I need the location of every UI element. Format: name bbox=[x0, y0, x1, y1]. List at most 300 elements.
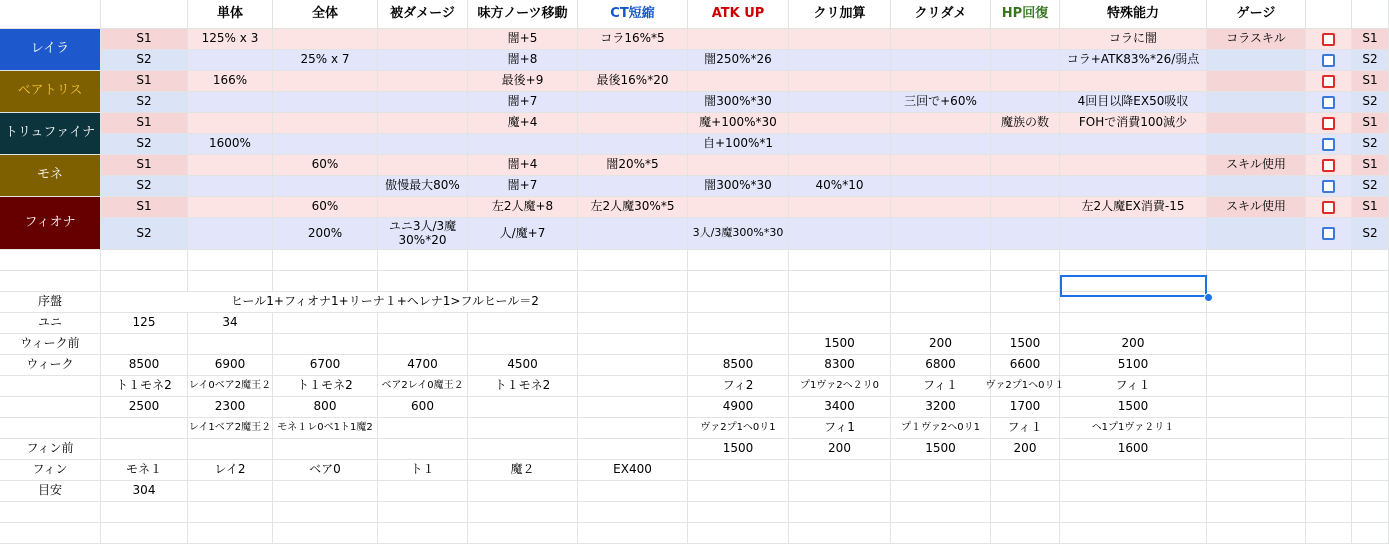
empty-cell[interactable] bbox=[1207, 523, 1306, 544]
checkbox[interactable] bbox=[1322, 227, 1335, 240]
data-cell[interactable] bbox=[789, 218, 891, 250]
data-cell[interactable] bbox=[273, 439, 378, 460]
skill-tag[interactable]: S1 bbox=[1352, 155, 1389, 176]
data-cell[interactable] bbox=[891, 134, 991, 155]
skill-slot-label[interactable]: S1 bbox=[101, 71, 188, 92]
data-cell[interactable] bbox=[468, 439, 578, 460]
data-cell[interactable]: 1700 bbox=[991, 397, 1060, 418]
empty-cell[interactable] bbox=[578, 250, 688, 271]
data-cell[interactable]: 40%*10 bbox=[789, 176, 891, 197]
row-label[interactable]: フィン前 bbox=[0, 439, 101, 460]
data-cell[interactable] bbox=[789, 197, 891, 218]
data-cell[interactable]: コラ+ATK83%*26/弱点 bbox=[1060, 50, 1207, 71]
row-label[interactable]: 目安 bbox=[0, 481, 101, 502]
skill-slot-label[interactable]: S1 bbox=[101, 113, 188, 134]
data-cell[interactable]: フィ1 bbox=[789, 418, 891, 439]
data-cell[interactable]: 人/魔+7 bbox=[468, 218, 578, 250]
data-cell[interactable] bbox=[273, 134, 378, 155]
data-cell[interactable] bbox=[1207, 376, 1306, 397]
empty-cell[interactable] bbox=[578, 271, 688, 292]
data-cell[interactable] bbox=[188, 334, 273, 355]
data-cell[interactable] bbox=[378, 134, 468, 155]
data-cell[interactable]: レイ1ベア2魔王２ bbox=[188, 418, 273, 439]
empty-cell[interactable] bbox=[789, 271, 891, 292]
skill-slot-label[interactable]: S2 bbox=[101, 134, 188, 155]
empty-cell[interactable] bbox=[378, 271, 468, 292]
data-cell[interactable] bbox=[789, 313, 891, 334]
data-cell[interactable] bbox=[688, 155, 789, 176]
empty-cell[interactable] bbox=[1306, 439, 1352, 460]
checkbox[interactable] bbox=[1322, 159, 1335, 172]
empty-cell[interactable] bbox=[1352, 523, 1389, 544]
data-cell[interactable] bbox=[378, 197, 468, 218]
empty-cell[interactable] bbox=[991, 502, 1060, 523]
data-cell[interactable] bbox=[273, 71, 378, 92]
checkbox[interactable] bbox=[1322, 54, 1335, 67]
data-cell[interactable] bbox=[991, 134, 1060, 155]
data-cell[interactable] bbox=[1207, 218, 1306, 250]
data-cell[interactable] bbox=[578, 218, 688, 250]
empty-cell[interactable] bbox=[789, 292, 891, 313]
empty-cell[interactable] bbox=[688, 250, 789, 271]
data-cell[interactable] bbox=[789, 92, 891, 113]
data-cell[interactable] bbox=[578, 439, 688, 460]
data-cell[interactable]: 200 bbox=[991, 439, 1060, 460]
data-cell[interactable] bbox=[468, 134, 578, 155]
checkbox-cell[interactable] bbox=[1306, 71, 1352, 92]
data-cell[interactable]: コラ16%*5 bbox=[578, 29, 688, 50]
data-cell[interactable]: 1500 bbox=[688, 439, 789, 460]
empty-cell[interactable] bbox=[891, 523, 991, 544]
data-cell[interactable]: 自+100%*1 bbox=[688, 134, 789, 155]
data-cell[interactable] bbox=[378, 92, 468, 113]
checkbox-cell[interactable] bbox=[1306, 50, 1352, 71]
data-cell[interactable] bbox=[578, 50, 688, 71]
data-cell[interactable] bbox=[688, 481, 789, 502]
empty-cell[interactable] bbox=[1352, 334, 1389, 355]
empty-cell[interactable] bbox=[0, 523, 101, 544]
empty-cell[interactable] bbox=[1306, 481, 1352, 502]
data-cell[interactable] bbox=[378, 418, 468, 439]
data-cell[interactable]: 200 bbox=[789, 439, 891, 460]
data-cell[interactable]: 304 bbox=[101, 481, 188, 502]
data-cell[interactable] bbox=[273, 313, 378, 334]
data-cell[interactable] bbox=[789, 29, 891, 50]
data-cell[interactable] bbox=[891, 29, 991, 50]
empty-cell[interactable] bbox=[1306, 271, 1352, 292]
data-cell[interactable] bbox=[991, 155, 1060, 176]
data-cell[interactable]: 200 bbox=[891, 334, 991, 355]
empty-cell[interactable] bbox=[468, 502, 578, 523]
checkbox-cell[interactable] bbox=[1306, 155, 1352, 176]
empty-cell[interactable] bbox=[1352, 502, 1389, 523]
empty-cell[interactable] bbox=[578, 502, 688, 523]
data-cell[interactable] bbox=[891, 176, 991, 197]
data-cell[interactable] bbox=[188, 481, 273, 502]
data-cell[interactable]: 8500 bbox=[688, 355, 789, 376]
data-cell[interactable]: ユニ3人/3魔30%*20 bbox=[378, 218, 468, 250]
character-name[interactable]: フィオナ bbox=[0, 197, 101, 250]
data-cell[interactable]: 闇20%*5 bbox=[578, 155, 688, 176]
data-cell[interactable] bbox=[891, 481, 991, 502]
data-cell[interactable]: 2300 bbox=[188, 397, 273, 418]
skill-slot-label[interactable]: S1 bbox=[101, 197, 188, 218]
data-cell[interactable]: 6600 bbox=[991, 355, 1060, 376]
data-cell[interactable] bbox=[188, 176, 273, 197]
data-cell[interactable]: 闇250%*26 bbox=[688, 50, 789, 71]
data-cell[interactable] bbox=[891, 71, 991, 92]
data-cell[interactable] bbox=[1060, 176, 1207, 197]
column-header[interactable]: 特殊能力 bbox=[1060, 0, 1207, 29]
data-cell[interactable]: 魔+100%*30 bbox=[688, 113, 789, 134]
data-cell[interactable] bbox=[891, 50, 991, 71]
data-cell[interactable]: 25% x 7 bbox=[273, 50, 378, 71]
column-header[interactable]: 全体 bbox=[273, 0, 378, 29]
data-cell[interactable] bbox=[578, 418, 688, 439]
data-cell[interactable] bbox=[688, 460, 789, 481]
column-header[interactable]: HP回復 bbox=[991, 0, 1060, 29]
empty-cell[interactable] bbox=[1306, 397, 1352, 418]
data-cell[interactable] bbox=[578, 92, 688, 113]
empty-cell[interactable] bbox=[1060, 292, 1207, 313]
empty-cell[interactable] bbox=[1352, 418, 1389, 439]
data-cell[interactable]: レイ0ベア2魔王２ bbox=[188, 376, 273, 397]
empty-cell[interactable] bbox=[1352, 355, 1389, 376]
checkbox[interactable] bbox=[1322, 180, 1335, 193]
empty-cell[interactable] bbox=[891, 292, 991, 313]
character-name[interactable]: トリュファイナ bbox=[0, 113, 101, 155]
empty-cell[interactable] bbox=[1207, 250, 1306, 271]
data-cell[interactable]: 1600 bbox=[1060, 439, 1207, 460]
data-cell[interactable]: プ1ヴァ2ヘ２リ0 bbox=[789, 376, 891, 397]
empty-cell[interactable] bbox=[891, 271, 991, 292]
data-cell[interactable] bbox=[991, 313, 1060, 334]
data-cell[interactable] bbox=[188, 92, 273, 113]
empty-cell[interactable] bbox=[891, 250, 991, 271]
empty-cell[interactable] bbox=[789, 502, 891, 523]
empty-cell[interactable] bbox=[378, 523, 468, 544]
data-cell[interactable] bbox=[1207, 176, 1306, 197]
empty-cell[interactable] bbox=[578, 292, 688, 313]
column-header[interactable]: ゲージ bbox=[1207, 0, 1306, 29]
data-cell[interactable] bbox=[578, 176, 688, 197]
data-cell[interactable]: フィ１ bbox=[891, 376, 991, 397]
data-cell[interactable] bbox=[188, 113, 273, 134]
data-cell[interactable] bbox=[789, 134, 891, 155]
checkbox-cell[interactable] bbox=[1306, 92, 1352, 113]
empty-cell[interactable] bbox=[688, 292, 789, 313]
row-label[interactable]: ユニ bbox=[0, 313, 101, 334]
character-name[interactable]: モネ bbox=[0, 155, 101, 197]
column-header[interactable]: 単体 bbox=[188, 0, 273, 29]
data-cell[interactable]: 1500 bbox=[991, 334, 1060, 355]
empty-cell[interactable] bbox=[688, 271, 789, 292]
data-cell[interactable] bbox=[1060, 71, 1207, 92]
checkbox[interactable] bbox=[1322, 138, 1335, 151]
skill-slot-label[interactable]: S2 bbox=[101, 218, 188, 250]
empty-cell[interactable] bbox=[101, 523, 188, 544]
skill-slot-label[interactable]: S2 bbox=[101, 50, 188, 71]
empty-cell[interactable] bbox=[1060, 250, 1207, 271]
empty-cell[interactable] bbox=[101, 271, 188, 292]
data-cell[interactable] bbox=[273, 92, 378, 113]
data-cell[interactable]: 3400 bbox=[789, 397, 891, 418]
data-cell[interactable] bbox=[688, 29, 789, 50]
data-cell[interactable]: スキル使用 bbox=[1207, 197, 1306, 218]
data-cell[interactable] bbox=[991, 176, 1060, 197]
data-cell[interactable]: 8500 bbox=[101, 355, 188, 376]
data-cell[interactable] bbox=[101, 439, 188, 460]
data-cell[interactable] bbox=[1207, 334, 1306, 355]
empty-cell[interactable] bbox=[378, 250, 468, 271]
data-cell[interactable] bbox=[101, 418, 188, 439]
data-cell[interactable]: コラスキル bbox=[1207, 29, 1306, 50]
data-cell[interactable]: ト１モネ2 bbox=[101, 376, 188, 397]
data-cell[interactable]: モネ１ bbox=[101, 460, 188, 481]
data-cell[interactable]: 左2人魔EX消費-15 bbox=[1060, 197, 1207, 218]
data-cell[interactable] bbox=[468, 397, 578, 418]
data-cell[interactable]: ヘ1プ1ヴァ２リ１ bbox=[1060, 418, 1207, 439]
data-cell[interactable]: 魔+4 bbox=[468, 113, 578, 134]
data-cell[interactable] bbox=[789, 460, 891, 481]
empty-cell[interactable] bbox=[1306, 460, 1352, 481]
skill-slot-label[interactable]: S1 bbox=[101, 155, 188, 176]
empty-cell[interactable] bbox=[991, 250, 1060, 271]
empty-cell[interactable] bbox=[789, 523, 891, 544]
column-header[interactable]: CT短縮 bbox=[578, 0, 688, 29]
data-cell[interactable] bbox=[789, 113, 891, 134]
data-cell[interactable]: ヴァ2プ1ヘ0リ1 bbox=[688, 418, 789, 439]
data-cell[interactable]: ト１ bbox=[378, 460, 468, 481]
data-cell[interactable]: ト１モネ2 bbox=[468, 376, 578, 397]
empty-cell[interactable] bbox=[1306, 313, 1352, 334]
formula-cell[interactable]: ヒール1+フィオナ1+リーナ１+ヘレナ1>フルヒール＝2 bbox=[101, 292, 578, 313]
data-cell[interactable] bbox=[1207, 71, 1306, 92]
empty-cell[interactable] bbox=[273, 502, 378, 523]
data-cell[interactable]: 3人/3魔300%*30 bbox=[688, 218, 789, 250]
empty-cell[interactable] bbox=[1352, 460, 1389, 481]
data-cell[interactable] bbox=[578, 134, 688, 155]
data-cell[interactable]: フィ１ bbox=[991, 418, 1060, 439]
skill-tag[interactable]: S1 bbox=[1352, 113, 1389, 134]
empty-cell[interactable] bbox=[1207, 292, 1306, 313]
data-cell[interactable] bbox=[378, 439, 468, 460]
data-cell[interactable] bbox=[578, 355, 688, 376]
row-label[interactable] bbox=[0, 418, 101, 439]
data-cell[interactable] bbox=[578, 481, 688, 502]
data-cell[interactable] bbox=[1207, 313, 1306, 334]
empty-cell[interactable] bbox=[273, 271, 378, 292]
data-cell[interactable] bbox=[378, 155, 468, 176]
empty-cell[interactable] bbox=[578, 523, 688, 544]
skill-tag[interactable]: S2 bbox=[1352, 134, 1389, 155]
data-cell[interactable]: 4900 bbox=[688, 397, 789, 418]
empty-cell[interactable] bbox=[1306, 355, 1352, 376]
data-cell[interactable]: 闇300%*30 bbox=[688, 176, 789, 197]
empty-cell[interactable] bbox=[688, 502, 789, 523]
empty-cell[interactable] bbox=[1207, 502, 1306, 523]
data-cell[interactable]: ベア0 bbox=[273, 460, 378, 481]
data-cell[interactable]: ヴァ2プ1ヘ0リ１ bbox=[991, 376, 1060, 397]
data-cell[interactable] bbox=[1060, 481, 1207, 502]
checkbox[interactable] bbox=[1322, 75, 1335, 88]
empty-cell[interactable] bbox=[1352, 292, 1389, 313]
data-cell[interactable] bbox=[1060, 313, 1207, 334]
empty-cell[interactable] bbox=[188, 271, 273, 292]
checkbox-cell[interactable] bbox=[1306, 176, 1352, 197]
data-cell[interactable]: 傲慢最大80% bbox=[378, 176, 468, 197]
data-cell[interactable] bbox=[468, 334, 578, 355]
data-cell[interactable] bbox=[101, 334, 188, 355]
data-cell[interactable]: 6900 bbox=[188, 355, 273, 376]
data-cell[interactable] bbox=[273, 113, 378, 134]
column-header[interactable] bbox=[0, 0, 101, 29]
empty-cell[interactable] bbox=[188, 502, 273, 523]
data-cell[interactable] bbox=[991, 50, 1060, 71]
data-cell[interactable]: フィ2 bbox=[688, 376, 789, 397]
empty-cell[interactable] bbox=[101, 250, 188, 271]
data-cell[interactable] bbox=[188, 439, 273, 460]
empty-cell[interactable] bbox=[1352, 271, 1389, 292]
data-cell[interactable] bbox=[188, 218, 273, 250]
empty-cell[interactable] bbox=[1352, 250, 1389, 271]
data-cell[interactable]: 1500 bbox=[891, 439, 991, 460]
column-header[interactable]: ATK UP bbox=[688, 0, 789, 29]
empty-cell[interactable] bbox=[1306, 523, 1352, 544]
empty-cell[interactable] bbox=[688, 523, 789, 544]
empty-cell[interactable] bbox=[1306, 334, 1352, 355]
empty-cell[interactable] bbox=[0, 271, 101, 292]
empty-cell[interactable] bbox=[0, 502, 101, 523]
data-cell[interactable]: スキル使用 bbox=[1207, 155, 1306, 176]
data-cell[interactable] bbox=[688, 197, 789, 218]
skill-slot-label[interactable]: S1 bbox=[101, 29, 188, 50]
empty-cell[interactable] bbox=[1306, 418, 1352, 439]
data-cell[interactable]: 2500 bbox=[101, 397, 188, 418]
skill-tag[interactable]: S2 bbox=[1352, 218, 1389, 250]
data-cell[interactable] bbox=[789, 71, 891, 92]
checkbox-cell[interactable] bbox=[1306, 218, 1352, 250]
data-cell[interactable] bbox=[378, 50, 468, 71]
data-cell[interactable] bbox=[1060, 460, 1207, 481]
data-cell[interactable] bbox=[188, 155, 273, 176]
data-cell[interactable] bbox=[1207, 134, 1306, 155]
data-cell[interactable]: 三回で+60% bbox=[891, 92, 991, 113]
data-cell[interactable]: 125 bbox=[101, 313, 188, 334]
data-cell[interactable]: 闇+4 bbox=[468, 155, 578, 176]
data-cell[interactable]: 60% bbox=[273, 155, 378, 176]
empty-cell[interactable] bbox=[0, 250, 101, 271]
empty-cell[interactable] bbox=[468, 250, 578, 271]
data-cell[interactable] bbox=[688, 313, 789, 334]
skill-slot-label[interactable]: S2 bbox=[101, 176, 188, 197]
data-cell[interactable] bbox=[1207, 439, 1306, 460]
checkbox-cell[interactable] bbox=[1306, 197, 1352, 218]
empty-cell[interactable] bbox=[1352, 397, 1389, 418]
data-cell[interactable] bbox=[789, 481, 891, 502]
data-cell[interactable]: 200 bbox=[1060, 334, 1207, 355]
empty-cell[interactable] bbox=[273, 250, 378, 271]
empty-cell[interactable] bbox=[789, 250, 891, 271]
empty-cell[interactable] bbox=[1306, 502, 1352, 523]
data-cell[interactable]: 5100 bbox=[1060, 355, 1207, 376]
data-cell[interactable]: 4700 bbox=[378, 355, 468, 376]
data-cell[interactable] bbox=[991, 197, 1060, 218]
empty-cell[interactable] bbox=[1060, 523, 1207, 544]
data-cell[interactable] bbox=[578, 113, 688, 134]
empty-cell[interactable] bbox=[1352, 376, 1389, 397]
column-header[interactable] bbox=[1352, 0, 1389, 29]
data-cell[interactable] bbox=[273, 334, 378, 355]
row-label[interactable]: 序盤 bbox=[0, 292, 101, 313]
data-cell[interactable] bbox=[468, 313, 578, 334]
data-cell[interactable]: 闇300%*30 bbox=[688, 92, 789, 113]
skill-tag[interactable]: S1 bbox=[1352, 197, 1389, 218]
data-cell[interactable] bbox=[891, 313, 991, 334]
data-cell[interactable]: 6700 bbox=[273, 355, 378, 376]
data-cell[interactable]: 左2人魔30%*5 bbox=[578, 197, 688, 218]
data-cell[interactable] bbox=[378, 481, 468, 502]
row-label[interactable]: ウィーク前 bbox=[0, 334, 101, 355]
row-label[interactable]: フィン bbox=[0, 460, 101, 481]
data-cell[interactable]: 魔族の数 bbox=[991, 113, 1060, 134]
data-cell[interactable]: レイ2 bbox=[188, 460, 273, 481]
checkbox[interactable] bbox=[1322, 96, 1335, 109]
data-cell[interactable] bbox=[1207, 50, 1306, 71]
data-cell[interactable]: 闇+5 bbox=[468, 29, 578, 50]
data-cell[interactable] bbox=[688, 71, 789, 92]
skill-slot-label[interactable]: S2 bbox=[101, 92, 188, 113]
data-cell[interactable]: 4500 bbox=[468, 355, 578, 376]
data-cell[interactable] bbox=[891, 197, 991, 218]
data-cell[interactable]: 60% bbox=[273, 197, 378, 218]
empty-cell[interactable] bbox=[1306, 250, 1352, 271]
data-cell[interactable] bbox=[1060, 134, 1207, 155]
data-cell[interactable] bbox=[378, 334, 468, 355]
empty-cell[interactable] bbox=[991, 292, 1060, 313]
data-cell[interactable] bbox=[991, 92, 1060, 113]
data-cell[interactable] bbox=[1207, 481, 1306, 502]
data-cell[interactable]: 最後+9 bbox=[468, 71, 578, 92]
data-cell[interactable] bbox=[578, 334, 688, 355]
empty-cell[interactable] bbox=[1352, 439, 1389, 460]
empty-cell[interactable] bbox=[188, 523, 273, 544]
data-cell[interactable] bbox=[891, 218, 991, 250]
empty-cell[interactable] bbox=[188, 250, 273, 271]
data-cell[interactable]: 魔２ bbox=[468, 460, 578, 481]
data-cell[interactable] bbox=[1060, 218, 1207, 250]
empty-cell[interactable] bbox=[1207, 271, 1306, 292]
row-label[interactable] bbox=[0, 397, 101, 418]
data-cell[interactable]: 600 bbox=[378, 397, 468, 418]
column-header[interactable]: 被ダメージ bbox=[378, 0, 468, 29]
data-cell[interactable] bbox=[468, 418, 578, 439]
data-cell[interactable] bbox=[789, 155, 891, 176]
data-cell[interactable] bbox=[378, 313, 468, 334]
data-cell[interactable]: ト１モネ2 bbox=[273, 376, 378, 397]
empty-cell[interactable] bbox=[1352, 481, 1389, 502]
data-cell[interactable]: 1600% bbox=[188, 134, 273, 155]
data-cell[interactable]: 3200 bbox=[891, 397, 991, 418]
data-cell[interactable] bbox=[468, 481, 578, 502]
empty-cell[interactable] bbox=[1352, 313, 1389, 334]
empty-cell[interactable] bbox=[378, 502, 468, 523]
column-header[interactable]: 味方ノーツ移動 bbox=[468, 0, 578, 29]
data-cell[interactable] bbox=[1207, 355, 1306, 376]
data-cell[interactable]: モネ１レ0ベ1ト1魔2 bbox=[273, 418, 378, 439]
data-cell[interactable]: 闇+7 bbox=[468, 176, 578, 197]
empty-cell[interactable] bbox=[468, 523, 578, 544]
